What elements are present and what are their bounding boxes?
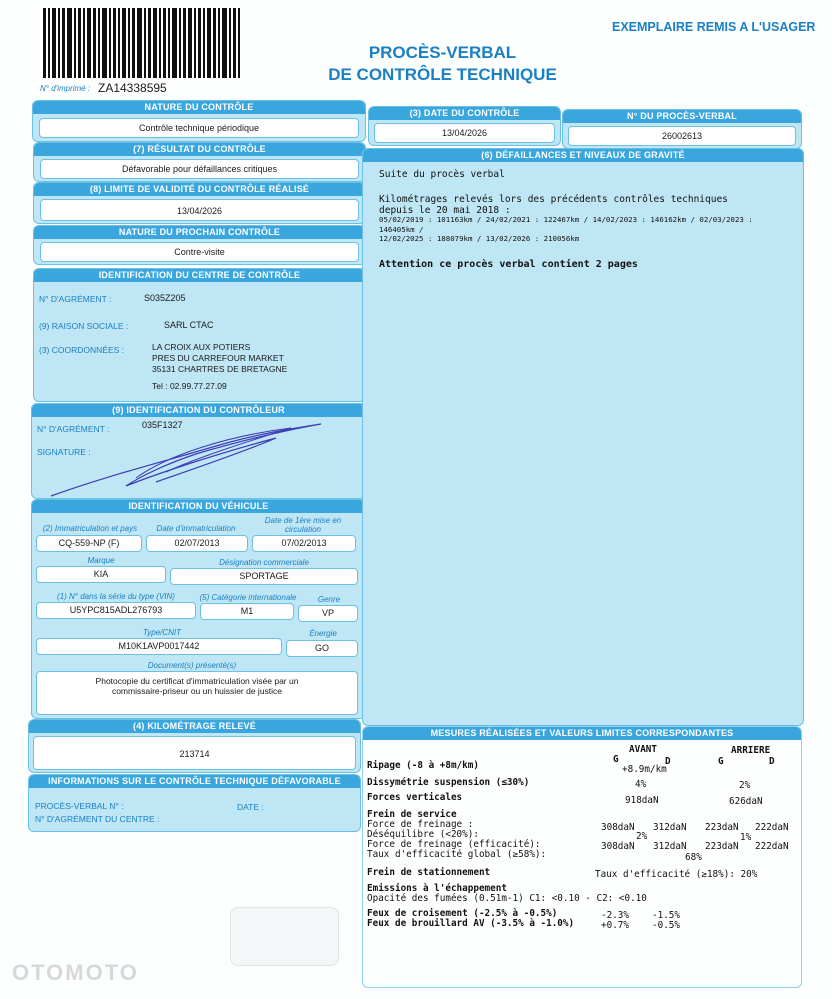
imprime-label: N° d'imprimé : (40, 84, 91, 93)
nature-header: NATURE DU CONTRÔLE (33, 101, 365, 114)
feux-croisement-g: -2.3% (601, 910, 629, 921)
genre-value: VP (298, 605, 358, 622)
arriere-d: D (769, 756, 775, 767)
km-line-4: 146405km / (379, 224, 424, 234)
date-controle-header: (3) DATE DU CONTRÔLE (369, 107, 560, 120)
centre-panel (33, 268, 366, 402)
avant-label: AVANT (629, 744, 657, 755)
km-history-header (379, 194, 728, 216)
limite-value: 13/04/2026 (40, 199, 359, 221)
centre-header: IDENTIFICATION DU CENTRE DE CONTRÔLE (34, 269, 365, 282)
docs-value (36, 671, 358, 715)
imprime-value: ZA14338595 (98, 81, 167, 95)
feux-croisement-d: -1.5% (652, 910, 680, 921)
designation-label: Désignation commerciale (219, 558, 309, 567)
forces-label: Forces verticales (367, 792, 463, 803)
force-freinage-label: Force de freinage : (367, 819, 474, 830)
title-line-1: PROCÈS-VERBAL (368, 43, 517, 62)
num-pv-header: N° DU PROCÈS-VERBAL (563, 110, 801, 123)
stationnement-label: Frein de stationnement (367, 867, 491, 878)
ff-av-g: 308daN (601, 822, 635, 833)
defavorable-date-label: DATE : (237, 802, 264, 812)
immat-value: CQ-559-NP (F) (36, 535, 142, 552)
date-immat-label: Date d'immatriculation (156, 524, 236, 533)
prochain-value: Contre-visite (40, 242, 359, 262)
mesures-panel (362, 726, 802, 988)
deseq-label: Déséquilibre (<20%): (367, 829, 479, 840)
centre-address-line1: LA CROIX AUX POTIERS (152, 342, 251, 352)
suite-pv: Suite du procès verbal (379, 169, 505, 180)
ripage-value: +8.9m/km (622, 764, 667, 775)
centre-agrement-value: S035Z205 (144, 293, 186, 303)
vehicule-panel (31, 499, 366, 719)
dissym-label: Dissymétrie suspension (≤30%) (367, 777, 530, 788)
categorie-value: M1 (200, 603, 294, 620)
resultat-panel (33, 142, 366, 182)
vehicule-header: IDENTIFICATION DU VÉHICULE (32, 500, 365, 513)
docs-label: Document(s) présenté(s) (147, 661, 237, 670)
date-circ-value: 07/02/2013 (252, 535, 356, 552)
defaillances-header: (6) DÉFAILLANCES ET NIVEAUX DE GRAVITÉ (363, 149, 803, 162)
defavorable-agrement-label: N° D'AGRÉMENT DU CENTRE : (35, 814, 160, 824)
limite-header: (8) LIMITE DE VALIDITÉ DU CONTRÔLE RÉALISÉ (34, 183, 365, 196)
ff-ar-d: 222daN (755, 822, 789, 833)
dissym-av: 4% (635, 779, 647, 790)
type-value: M10K1AVP0017442 (36, 638, 282, 655)
centre-coord-label: (3) COORDONNÉES : (39, 345, 125, 355)
km-history (379, 215, 753, 244)
centre-raison-value: SARL CTAC (164, 320, 214, 330)
ff-av-d: 312daN (653, 822, 687, 833)
deseq-ar: 1% (740, 832, 752, 843)
arriere-g: G (718, 756, 724, 767)
vin-value: U5YPC815ADL276793 (36, 602, 196, 619)
page-title (300, 42, 585, 86)
barcode (43, 8, 255, 78)
stationnement-value: Taux d'efficacité (≥18%): 20% (595, 869, 758, 880)
deseq-av: 2% (636, 831, 648, 842)
centre-raison-label: (9) RAISON SOCIALE : (39, 321, 129, 331)
dissym-ar: 2% (739, 780, 751, 791)
forces-av: 918daN (625, 795, 659, 806)
centre-address (152, 342, 287, 375)
energie-value: GO (286, 640, 358, 657)
controleur-panel (31, 403, 366, 499)
defavorable-panel (28, 774, 361, 832)
feux-croisement-label: Feux de croisement (-2.5% à -0.5%) (367, 908, 558, 919)
docs-line-2: commissaire-priseur ou un huissier de justice (111, 686, 283, 696)
controleur-agrement-value: 035F1327 (142, 420, 183, 430)
signature-label: SIGNATURE : (37, 447, 91, 457)
type-label: Type/CNIT (142, 628, 182, 637)
arriere-label: ARRIERE (731, 745, 771, 756)
avant-g: G (613, 754, 619, 765)
controleur-header: (9) IDENTIFICATION DU CONTRÔLEUR (32, 404, 365, 417)
envelope-window (230, 907, 339, 966)
date-controle-panel (368, 106, 561, 146)
ffe-label: Force de freinage (efficacité): (367, 839, 541, 850)
kilometrage-value: 213714 (33, 736, 356, 770)
forces-ar: 626daN (729, 796, 763, 807)
immat-label: (2) Immatriculation et pays (42, 524, 138, 533)
ffe-ar-d: 222daN (755, 841, 789, 852)
docs-line-1: Photocopie du certificat d'immatriculation visée par un (95, 676, 299, 686)
designation-value: SPORTAGE (170, 568, 358, 585)
limite-panel (33, 182, 366, 224)
nature-panel (32, 100, 366, 142)
avant-d: D (665, 756, 671, 767)
km-line-5: 12/02/2025 : 188079km / 13/02/2026 : 210056km (379, 234, 580, 243)
centre-address-line3: 35131 CHARTRES DE BRETAGNE (152, 364, 288, 374)
title-line-2: DE CONTRÔLE TECHNIQUE (328, 65, 557, 84)
feux-brouillard-g: +0.7% (601, 920, 629, 931)
date-controle-value: 13/04/2026 (374, 123, 555, 143)
prochain-header: NATURE DU PROCHAIN CONTRÔLE (34, 226, 365, 239)
mesures-header: MESURES RÉALISÉES ET VALEURS LIMITES CORRESPONDANTES (363, 727, 801, 740)
num-pv-value: 26002613 (568, 126, 796, 146)
categorie-label: (5) Catégorie internationale (199, 593, 297, 602)
km-line-3: 05/02/2019 : 101163km / 24/02/2021 : 122467km / 14/02/2023 : 146162km / 02/03/2023 : (379, 215, 753, 224)
num-pv-panel (562, 109, 802, 149)
opacite-value: Opacité des fumées (0.51m-1) C1: <0.10 - C2: <0.10 (367, 893, 647, 904)
taux-value: 68% (685, 852, 702, 863)
marque-value: KIA (36, 566, 166, 583)
ripage-label: Ripage (-8 à +8m/km) (367, 760, 479, 771)
signature-drawing (46, 416, 346, 500)
kilometrage-header: (4) KILOMÉTRAGE RELEVÉ (29, 720, 360, 733)
frein-service-label: Frein de service (367, 809, 457, 820)
nature-value: Contrôle technique périodique (39, 118, 359, 138)
ffe-av-d: 312daN (653, 841, 687, 852)
genre-label: Genre (317, 595, 341, 604)
energie-label: Énergie (309, 629, 337, 638)
centre-agrement-label: N° D'AGRÉMENT : (39, 294, 112, 304)
date-circ-label: Date de 1ère mise en circulation (264, 516, 342, 534)
mesures-body (363, 727, 803, 989)
feux-brouillard-d: -0.5% (652, 920, 680, 931)
km-line-1: Kilométrages relevés lors des précédents contrôles techniques (379, 194, 728, 205)
emissions-label: Emissions à l'échappement (367, 883, 507, 894)
resultat-value: Défavorable pour défaillances critiques (40, 159, 359, 179)
marque-label: Marque (87, 556, 115, 565)
km-line-2: depuis le 20 mai 2018 : (379, 205, 511, 216)
controleur-agrement-label: N° D'AGRÉMENT : (37, 424, 110, 434)
defaillances-panel (362, 148, 804, 726)
attention-note: Attention ce procès verbal contient 2 pages (379, 259, 638, 270)
exemplaire-label: EXEMPLAIRE REMIS A L'USAGER (612, 20, 816, 34)
vin-label: (1) N° dans la série du type (VIN) (57, 592, 175, 601)
ff-ar-g: 223daN (705, 822, 739, 833)
centre-address-line2: PRES DU CARREFOUR MARKET (152, 353, 284, 363)
ffe-av-g: 308daN (601, 841, 635, 852)
kilometrage-panel (28, 719, 361, 773)
centre-tel: Tel : 02.99.77.27.09 (152, 381, 227, 391)
date-immat-value: 02/07/2013 (146, 535, 248, 552)
defavorable-header: INFORMATIONS SUR LE CONTRÔLE TECHNIQUE DÉFAVORABLE (29, 775, 360, 788)
prochain-panel (33, 225, 366, 265)
defavorable-pv-label: PROCÈS-VERBAL N° : (35, 801, 124, 811)
resultat-header: (7) RÉSULTAT DU CONTRÔLE (34, 143, 365, 156)
feux-brouillard-label: Feux de brouillard AV (-3.5% à -1.0%) (367, 918, 575, 929)
taux-label: Taux d'efficacité global (≥58%): (367, 849, 547, 860)
ffe-ar-g: 223daN (705, 841, 739, 852)
watermark: OTOMOTO (12, 960, 139, 985)
